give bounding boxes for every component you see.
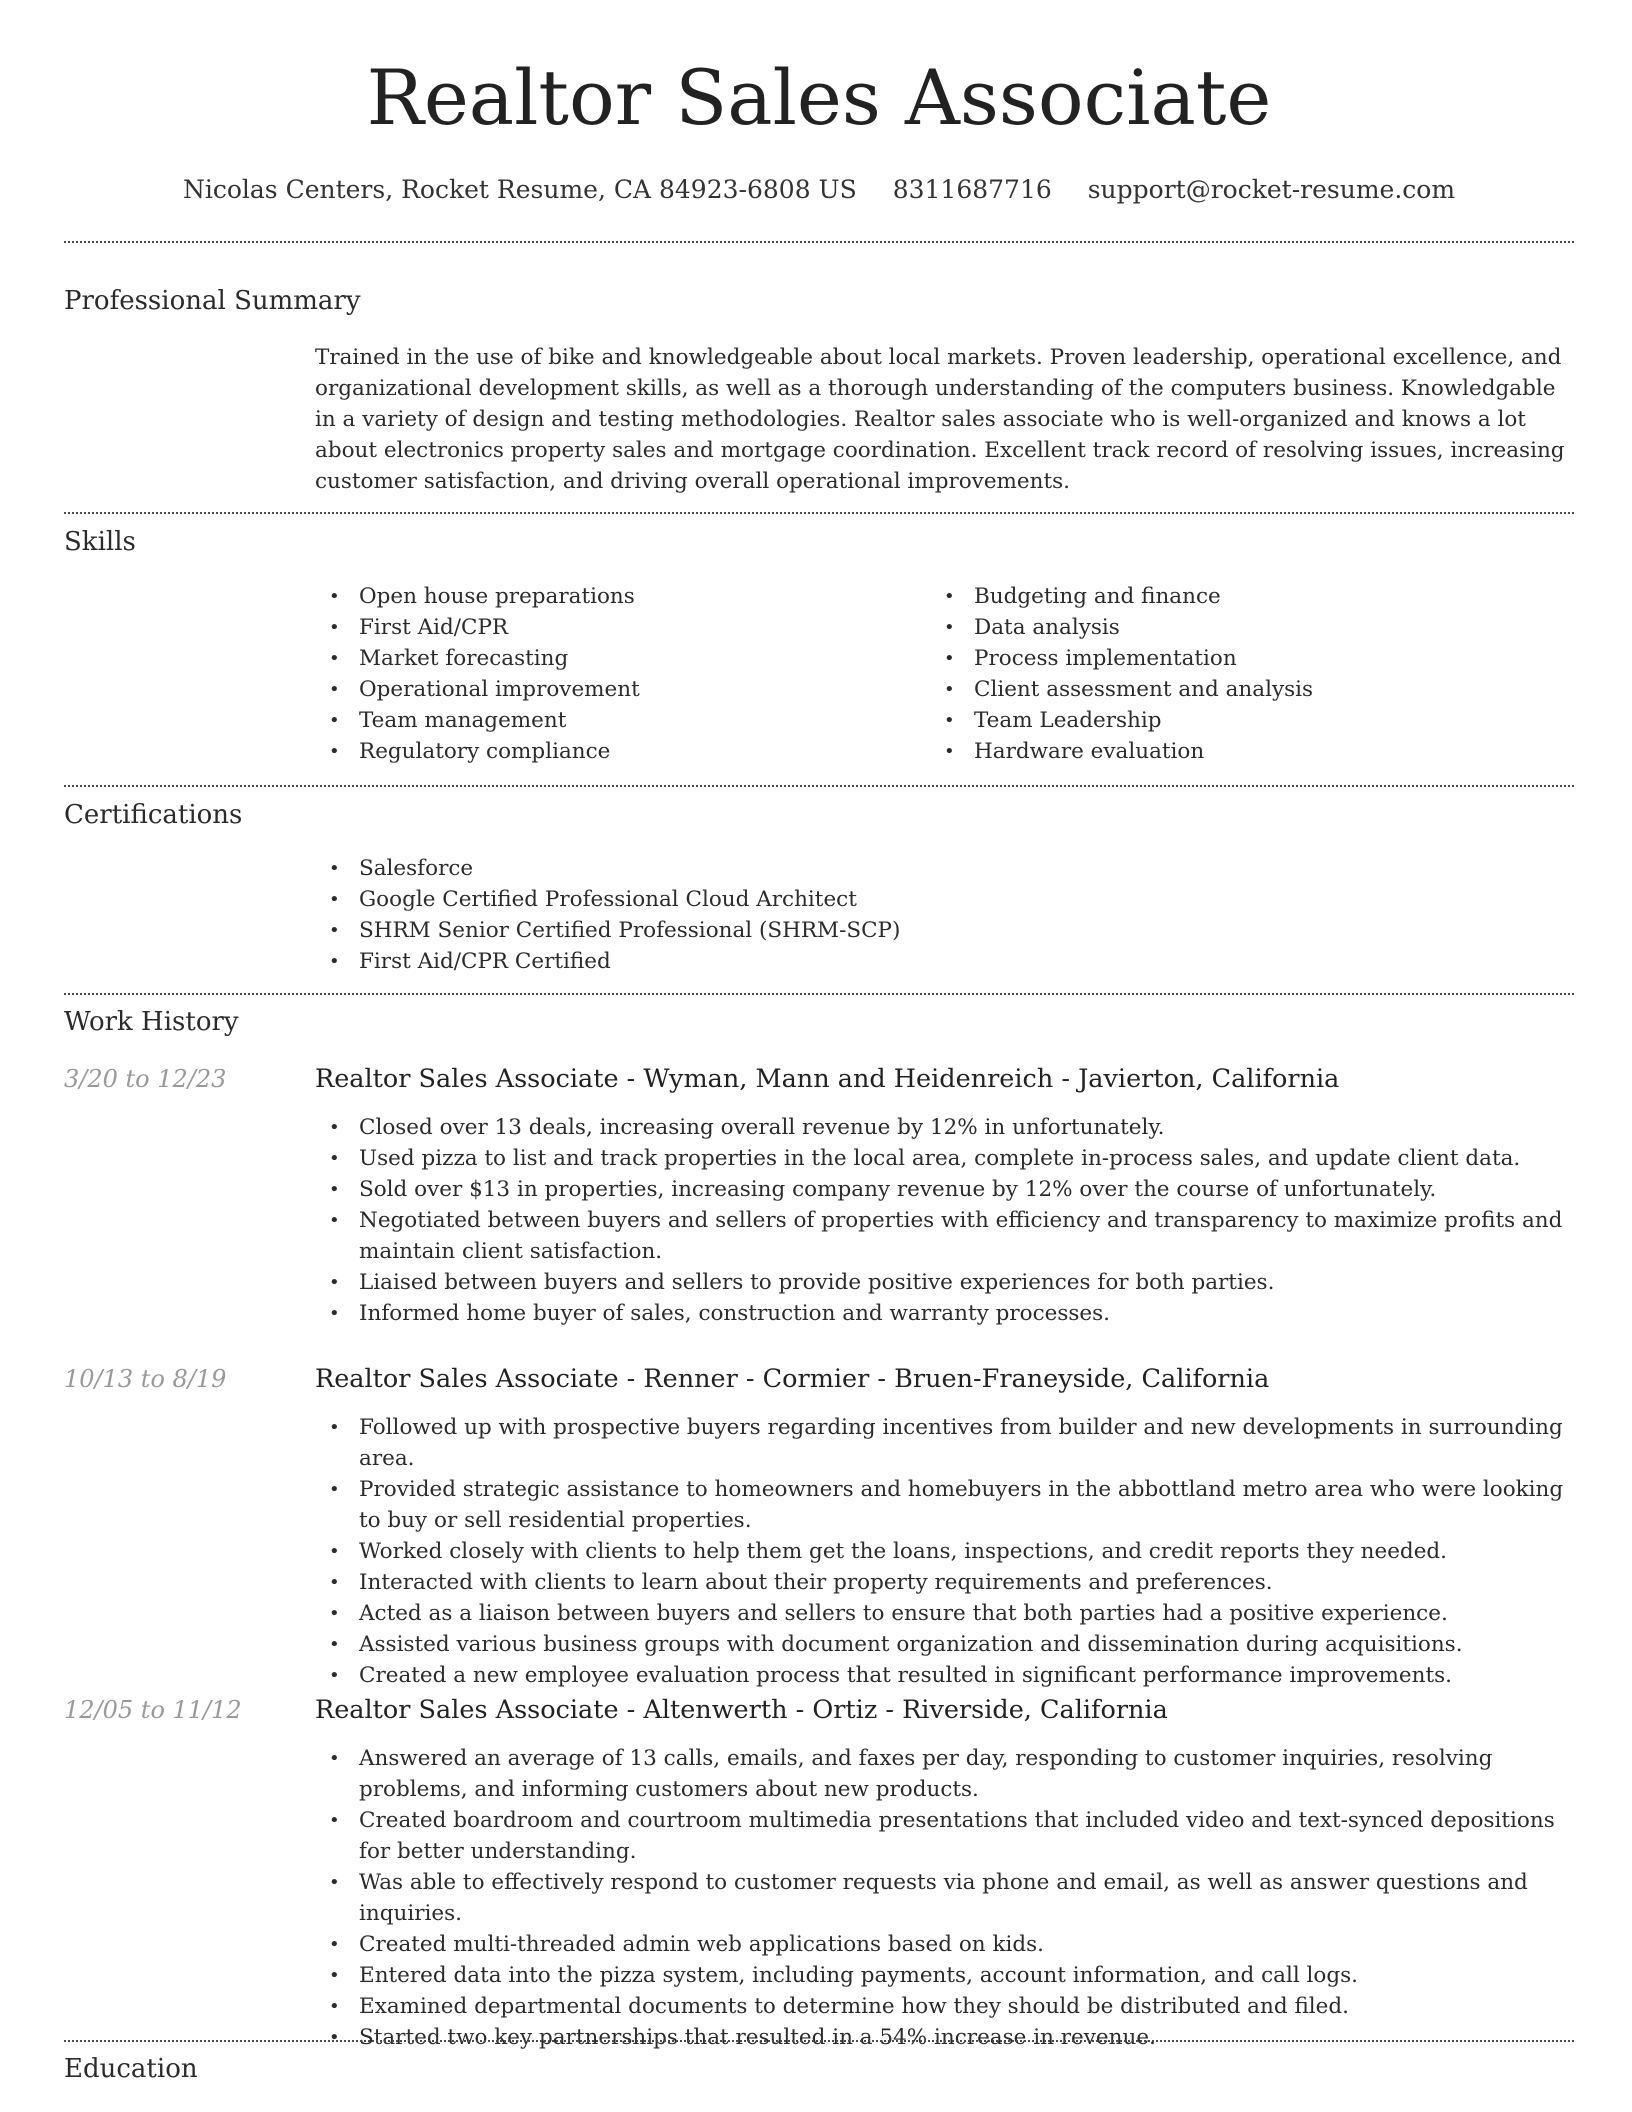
education-heading: Education xyxy=(64,2054,198,2084)
job-title: Realtor Sales Associate - Renner - Cormier - Bruen-Franeyside, California xyxy=(315,1364,1270,1394)
divider xyxy=(64,512,1574,514)
divider xyxy=(64,785,1574,787)
job-bullet: • Answered an average of 13 calls, emails, and faxes per day, responding to customer inquiries, resolving problems, and informing customers about new products. xyxy=(315,1743,1570,1805)
contact-line xyxy=(64,168,1574,212)
skill-item: • Regulatory compliance xyxy=(315,736,915,767)
job-dates: 12/05 to 11/12 xyxy=(64,1696,242,1724)
job-bullet: • Created multi-threaded admin web applications based on kids. xyxy=(315,1929,1570,1960)
divider xyxy=(64,241,1574,243)
job-bullet: • Examined departmental documents to determine how they should be distributed and filed. xyxy=(315,1991,1570,2022)
job-title: Realtor Sales Associate - Wyman, Mann and Heidenreich - Javierton, California xyxy=(315,1064,1340,1094)
job-bullets xyxy=(315,1112,1570,1329)
certifications-heading: Certifications xyxy=(64,800,243,830)
certification-item: • First Aid/CPR Certified xyxy=(315,946,1570,977)
skills-list-left xyxy=(315,581,915,767)
job-dates: 3/20 to 12/23 xyxy=(64,1065,227,1093)
job-bullet: • Closed over 13 deals, increasing overall revenue by 12% in unfortunately. xyxy=(315,1112,1570,1143)
job-bullet: • Interacted with clients to learn about their property requirements and preferences. xyxy=(315,1567,1570,1598)
job-bullets xyxy=(315,1743,1570,2053)
job-bullet: • Liaised between buyers and sellers to provide positive experiences for both parties. xyxy=(315,1267,1570,1298)
job-bullet: • Created boardroom and courtroom multimedia presentations that included video and text-synced depositions for better understanding. xyxy=(315,1805,1570,1867)
job-bullet: • Acted as a liaison between buyers and sellers to ensure that both parties had a positive experience. xyxy=(315,1598,1570,1629)
job-bullet: • Created a new employee evaluation process that resulted in significant performance improvements. xyxy=(315,1660,1570,1691)
job-bullet: • Negotiated between buyers and sellers of properties with efficiency and transparency to maximize profits and maintain client satisfaction. xyxy=(315,1205,1570,1267)
job-bullet: • Sold over $13 in properties, increasing company revenue by 12% over the course of unfortunately. xyxy=(315,1174,1570,1205)
skills-list-right xyxy=(930,581,1530,767)
contact-phone: 8311687716 xyxy=(892,175,1052,204)
skill-item: • Market forecasting xyxy=(315,643,915,674)
skill-item: • Client assessment and analysis xyxy=(930,674,1530,705)
certifications-list xyxy=(315,853,1570,977)
job-bullet: • Was able to effectively respond to customer requests via phone and email, as well as answer questions and inquiries. xyxy=(315,1867,1570,1929)
contact-address: Nicolas Centers, Rocket Resume, CA 84923-6808 US xyxy=(182,175,857,204)
contact-email: support@rocket-resume.com xyxy=(1087,175,1456,204)
divider xyxy=(64,993,1574,995)
summary-heading: Professional Summary xyxy=(64,286,361,316)
summary-text: Trained in the use of bike and knowledgeable about local markets. Proven leadership, operational excellence, and organizational development skills, as well as a thorough understanding of the computers business. Knowledgable in a variety of design and testing methodologies. Realtor sales associate who is well-organized and knows a lot about electronics property sales and mortgage coordination. Excellent track record of resolving issues, increasing customer satisfaction, and driving overall operational improvements. xyxy=(315,345,1565,494)
resume-page xyxy=(64,0,1574,2112)
job-bullet: • Assisted various business groups with document organization and dissemination during acquisitions. xyxy=(315,1629,1570,1660)
certification-item: • Google Certified Professional Cloud Architect xyxy=(315,884,1570,915)
certification-item: • SHRM Senior Certified Professional (SHRM-SCP) xyxy=(315,915,1570,946)
work-history-heading: Work History xyxy=(64,1007,239,1037)
skill-item: • Process implementation xyxy=(930,643,1530,674)
job-bullet: • Entered data into the pizza system, including payments, account information, and call logs. xyxy=(315,1960,1570,1991)
job-bullet: • Informed home buyer of sales, construction and warranty processes. xyxy=(315,1298,1570,1329)
skill-item: • Open house preparations xyxy=(315,581,915,612)
job-bullet: • Used pizza to list and track properties in the local area, complete in-process sales, and update client data. xyxy=(315,1143,1570,1174)
skill-item: • Team management xyxy=(315,705,915,736)
skill-item: • Team Leadership xyxy=(930,705,1530,736)
job-bullet: • Provided strategic assistance to homeowners and homebuyers in the abbottland metro area who were looking to buy or sell residential properties. xyxy=(315,1474,1570,1536)
divider xyxy=(64,2040,1574,2042)
job-title: Realtor Sales Associate - Altenwerth - Ortiz - Riverside, California xyxy=(315,1695,1168,1725)
skill-item: • Operational improvement xyxy=(315,674,915,705)
certification-item: • Salesforce xyxy=(315,853,1570,884)
skill-item: • Data analysis xyxy=(930,612,1530,643)
job-dates: 10/13 to 8/19 xyxy=(64,1365,227,1393)
job-bullet: • Worked closely with clients to help them get the loans, inspections, and credit reports they needed. xyxy=(315,1536,1570,1567)
job-bullet: • Started two key partnerships that resulted in a 54% increase in revenue. xyxy=(315,2022,1570,2053)
resume-name: Realtor Sales Associate xyxy=(366,53,1272,142)
skills-heading: Skills xyxy=(64,527,136,557)
skill-item: • First Aid/CPR xyxy=(315,612,915,643)
skill-item: • Budgeting and finance xyxy=(930,581,1530,612)
job-bullets xyxy=(315,1412,1570,1691)
job-bullet: • Followed up with prospective buyers regarding incentives from builder and new developments in surrounding area. xyxy=(315,1412,1570,1474)
skill-item: • Hardware evaluation xyxy=(930,736,1530,767)
